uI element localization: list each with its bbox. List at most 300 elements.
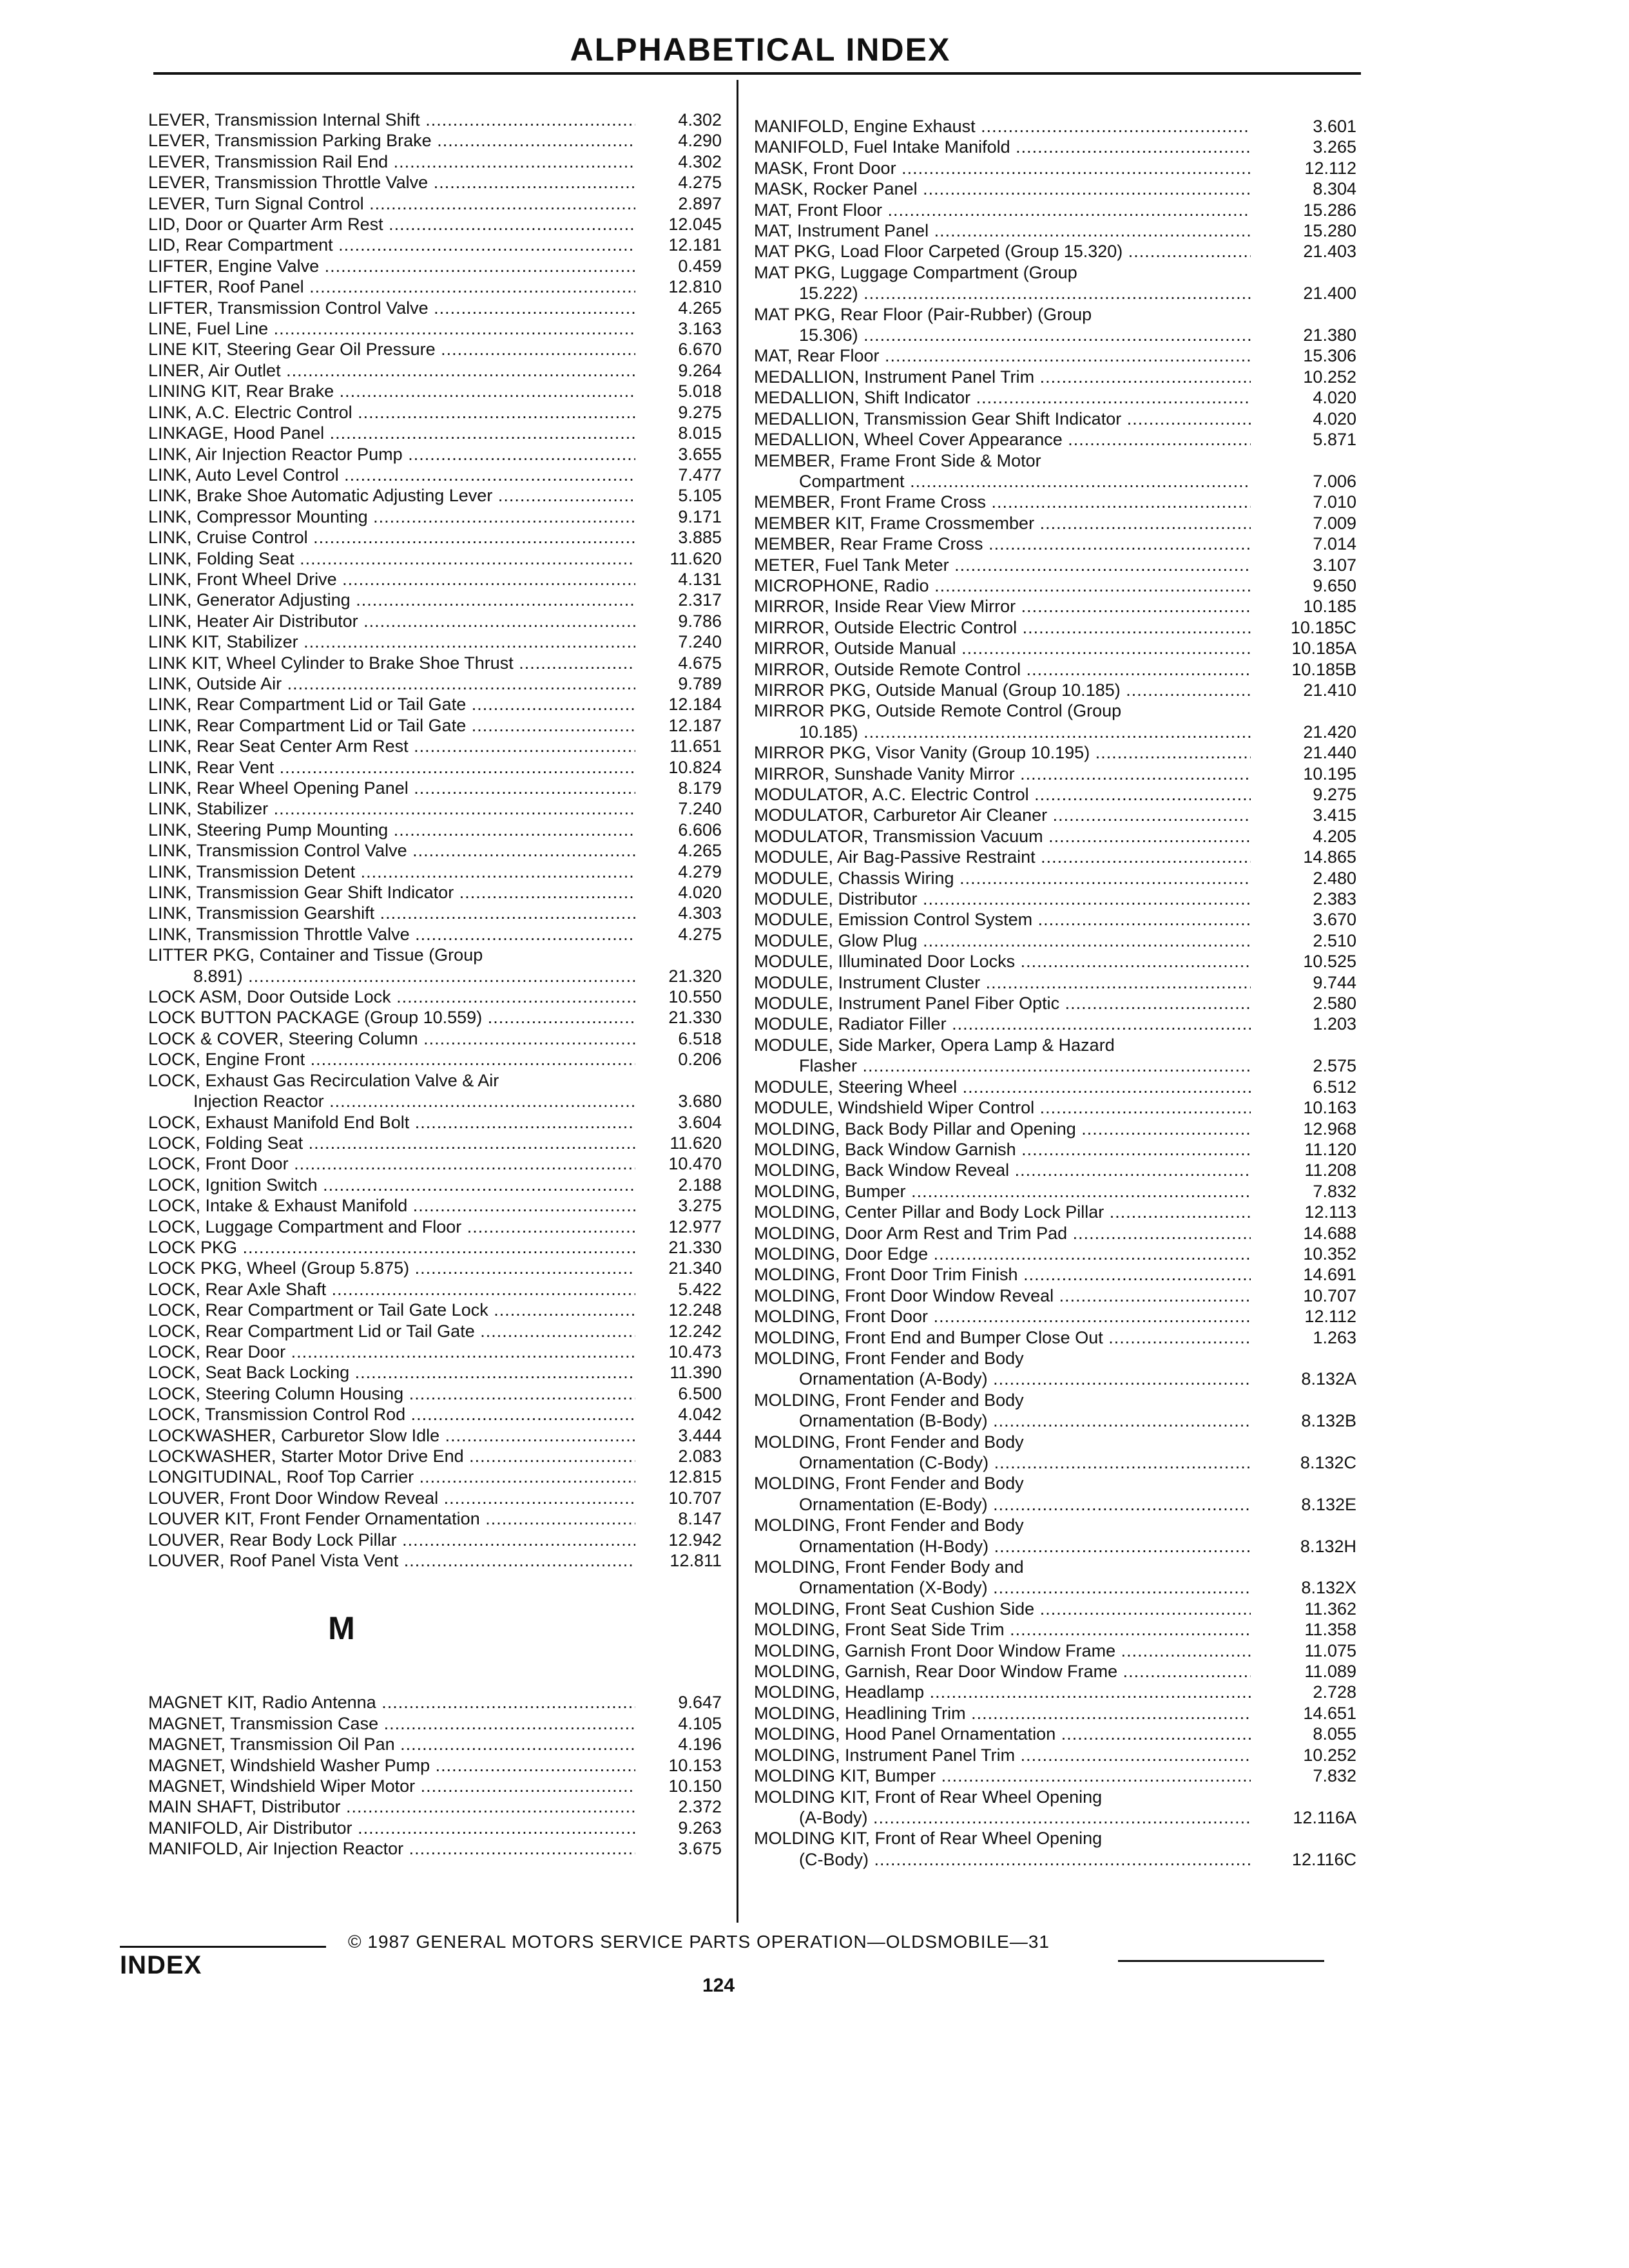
entry-ref: 15.280: [1303, 221, 1356, 241]
entry-name: MOLDING, Headlamp .....: [754, 1682, 1251, 1702]
index-entry: [148, 423, 722, 443]
entry-name: LINK, Transmission Detent .....: [148, 861, 635, 882]
index-entry: [754, 1640, 1356, 1661]
entry-name: MOLDING, Instrument Panel Trim .....: [754, 1745, 1251, 1765]
index-entry: [148, 945, 722, 986]
footer-rule-left: [120, 1946, 326, 1948]
entry-name: LINK, Heater Air Distributor .....: [148, 611, 635, 631]
entry-ref: 8.132C: [1300, 1453, 1356, 1472]
entry-ref: 12.184: [668, 695, 722, 715]
entry-name: LINK, Steering Pump Mounting .....: [148, 820, 635, 840]
entry-ref: 8.015: [678, 423, 722, 443]
entry-name: LINK, Compressor Mounting .....: [148, 506, 635, 527]
index-entry: [754, 178, 1356, 199]
entry-name: MEMBER KIT, Frame Crossmember .....: [754, 513, 1251, 533]
entry-ref: 2.897: [678, 193, 722, 213]
entry-name: MAIN SHAFT, Distributor .....: [148, 1796, 635, 1817]
index-entry: [754, 1828, 1356, 1870]
index-entry: [754, 951, 1356, 972]
entry-ref: 7.240: [678, 632, 722, 652]
entry-name: LINKAGE, Hood Panel .....: [148, 423, 635, 443]
index-entry: [754, 1557, 1356, 1599]
entry-ref: 4.020: [1313, 388, 1356, 408]
entry-name: MODULE, Instrument Cluster .....: [754, 972, 1251, 993]
entry-name: LOCK, Steering Column Housing .....: [148, 1383, 635, 1404]
entry-name: MEMBER, Frame Front Side & Motor: [754, 450, 1041, 470]
entry-name: LONGITUDINAL, Roof Top Carrier .....: [148, 1466, 635, 1487]
index-entry: [754, 450, 1356, 492]
entry-ref: 7.832: [1313, 1766, 1356, 1786]
entry-ref: 11.651: [670, 736, 722, 756]
entry-name: MAGNET KIT, Radio Antenna .....: [148, 1692, 635, 1713]
entry-ref: 10.824: [668, 757, 722, 777]
index-entry: [148, 1838, 722, 1859]
entry-ref: 21.320: [668, 966, 722, 986]
index-entry: [148, 1362, 722, 1383]
entry-name: MOLDING, Front Seat Cushion Side .....: [754, 1599, 1251, 1619]
index-entry: [754, 1244, 1356, 1264]
entry-name: MAGNET, Transmission Case .....: [148, 1713, 635, 1734]
index-entry: [148, 360, 722, 381]
index-entry: [148, 1258, 722, 1278]
index-entry: [148, 1300, 722, 1320]
entry-ref: 14.865: [1303, 847, 1356, 867]
index-entry: [148, 548, 722, 569]
index-entry: [148, 256, 722, 276]
entry-ref: 4.265: [678, 298, 722, 318]
index-entry: [148, 235, 722, 255]
index-entry: [148, 1195, 722, 1216]
entry-name: MOLDING, Front Fender and Body: [754, 1474, 1024, 1494]
entry-ref: 4.020: [1313, 408, 1356, 428]
entry-ref: 3.601: [1313, 117, 1356, 136]
entry-ref: 7.832: [1313, 1181, 1356, 1201]
entry-name: LINK, Rear Vent .....: [148, 757, 635, 778]
entry-name: MEMBER, Rear Frame Cross .....: [754, 533, 1251, 554]
index-entry: [754, 1097, 1356, 1118]
index-entry: [148, 840, 722, 861]
index-entry: [754, 387, 1356, 408]
entry-name: LEVER, Transmission Rail End .....: [148, 151, 635, 172]
index-entry: [754, 1515, 1356, 1557]
entry-ref: 1.263: [1313, 1327, 1356, 1347]
index-entry: [148, 276, 722, 297]
entry-ref: 11.089: [1304, 1662, 1356, 1682]
entry-name: LINK KIT, Stabilizer .....: [148, 631, 635, 652]
entry-name: MODULE, Side Marker, Opera Lamp & Hazard: [754, 1035, 1115, 1055]
entry-name: LOCK PKG .....: [148, 1237, 635, 1258]
index-entry: [148, 715, 722, 736]
entry-ref: 2.510: [1313, 930, 1356, 950]
index-entry: [754, 930, 1356, 951]
entry-name: LINK, Front Wheel Drive .....: [148, 569, 635, 590]
entry-name: LINK, Transmission Gear Shift Indicator .....: [148, 882, 635, 903]
index-entry: [754, 826, 1356, 847]
entry-name: LINK, Transmission Control Valve .....: [148, 840, 635, 861]
entry-name: MOLDING, Headlining Trim .....: [754, 1703, 1251, 1724]
entry-ref: 2.580: [1313, 994, 1356, 1014]
section-label: INDEX: [120, 1951, 202, 1979]
entry-ref: 21.400: [1303, 284, 1356, 303]
index-entry: [148, 1446, 722, 1466]
index-entry: [754, 1703, 1356, 1724]
index-entry: [754, 1661, 1356, 1682]
entry-name: MOLDING, Door Edge .....: [754, 1244, 1251, 1264]
entry-name: MOLDING, Back Window Garnish .....: [754, 1139, 1251, 1160]
entry-name: LEVER, Transmission Parking Brake .....: [148, 130, 635, 151]
index-entry: [148, 1279, 722, 1300]
index-entry: [754, 1473, 1356, 1515]
entry-ref: 21.340: [668, 1258, 722, 1278]
entry-name: LINK, Folding Seat .....: [148, 548, 635, 569]
entry-ref: 0.459: [678, 256, 722, 276]
index-entry: [148, 402, 722, 423]
entry-name-continued: (C-Body) .....: [754, 1849, 1251, 1870]
entry-name: MAT, Rear Floor .....: [754, 345, 1251, 366]
entry-name: LOCK, Transmission Control Rod .....: [148, 1404, 635, 1425]
index-entry: [754, 742, 1356, 763]
entry-ref: 21.330: [668, 1237, 722, 1257]
index-entry: [754, 1014, 1356, 1034]
index-entry: [148, 1153, 722, 1174]
index-entry: [148, 1550, 722, 1571]
entry-ref: 10.163: [1303, 1098, 1356, 1118]
entry-name: LOCK, Luggage Compartment and Floor .....: [148, 1216, 635, 1237]
entry-ref: 14.688: [1303, 1223, 1356, 1243]
index-entry: [148, 611, 722, 631]
index-entry: [754, 116, 1356, 137]
entry-name: MEDALLION, Instrument Panel Trim .....: [754, 367, 1251, 387]
entry-name: LOCK, Ignition Switch .....: [148, 1175, 635, 1195]
entry-name: MAGNET, Transmission Oil Pan .....: [148, 1734, 635, 1754]
index-entry: [148, 465, 722, 485]
entry-name: LEVER, Turn Signal Control .....: [148, 193, 635, 214]
entry-ref: 5.018: [678, 381, 722, 401]
index-entry: [754, 1077, 1356, 1097]
entry-name: MODULE, Chassis Wiring .....: [754, 868, 1251, 889]
index-entry: [754, 1035, 1356, 1077]
entry-ref: 8.132X: [1301, 1578, 1356, 1598]
entry-ref: 4.196: [678, 1735, 722, 1754]
entry-name: LOCK, Exhaust Gas Recirculation Valve & Air: [148, 1070, 499, 1090]
index-entry: [754, 1306, 1356, 1327]
index-entry: [148, 339, 722, 360]
entry-name: MODULE, Glow Plug .....: [754, 930, 1251, 951]
index-entry: [148, 444, 722, 465]
entry-name: MIRROR, Outside Electric Control .....: [754, 617, 1251, 638]
entry-ref: 4.042: [678, 1405, 722, 1425]
entry-name: MODULATOR, Transmission Vacuum .....: [754, 826, 1251, 847]
entry-name: LEVER, Transmission Internal Shift .....: [148, 110, 635, 130]
entry-ref: 9.171: [678, 506, 722, 526]
entry-ref: 3.675: [678, 1839, 722, 1859]
entry-name: MIRROR, Outside Remote Control .....: [754, 659, 1251, 680]
entry-name: MANIFOLD, Air Injection Reactor .....: [148, 1838, 635, 1859]
entry-name-continued: Ornamentation (B-Body) .....: [754, 1410, 1251, 1431]
entry-name: LIFTER, Engine Valve .....: [148, 256, 635, 276]
index-entry: [148, 1133, 722, 1153]
entry-name: MAGNET, Windshield Washer Pump .....: [148, 1755, 635, 1776]
index-entry: [148, 1488, 722, 1508]
entry-name: LINK, Outside Air .....: [148, 673, 635, 694]
entry-name: MODULE, Steering Wheel .....: [754, 1077, 1251, 1097]
entry-name-continued: 10.185) .....: [754, 722, 1251, 742]
entry-ref: 6.518: [678, 1028, 722, 1048]
entry-ref: 21.380: [1303, 325, 1356, 345]
entry-ref: 10.473: [668, 1341, 722, 1361]
entry-name: MOLDING, Garnish, Rear Door Window Frame .....: [754, 1661, 1251, 1682]
entry-ref: 3.415: [1313, 805, 1356, 825]
entry-name: LOUVER, Rear Body Lock Pillar .....: [148, 1530, 635, 1550]
page-number: 124: [702, 1975, 735, 1996]
entry-name-continued: 15.306) .....: [754, 325, 1251, 345]
entries-l-group: [148, 110, 722, 945]
entry-name: MOLDING, Front Door Window Reveal .....: [754, 1285, 1251, 1306]
index-entry: [148, 381, 722, 401]
entry-name: LINK, A.C. Electric Control .....: [148, 402, 635, 423]
entry-ref: 4.302: [678, 110, 722, 130]
index-entry: [754, 1765, 1356, 1786]
entry-name: MAGNET, Windshield Wiper Motor .....: [148, 1776, 635, 1796]
entry-name-continued: Ornamentation (X-Body) .....: [754, 1577, 1251, 1598]
entry-ref: 9.263: [678, 1818, 722, 1838]
index-entry: [754, 764, 1356, 784]
index-entry: [148, 506, 722, 527]
entry-ref: 10.153: [668, 1755, 722, 1775]
index-entry: [754, 868, 1356, 889]
index-entry: [754, 492, 1356, 512]
entry-name: LINK, Cruise Control .....: [148, 527, 635, 548]
index-entry: [148, 1776, 722, 1796]
copyright-notice: © 1987 GENERAL MOTORS SERVICE PARTS OPERATION—OLDSMOBILE—31: [348, 1932, 1050, 1952]
index-entry: [148, 1070, 722, 1112]
index-entry: [754, 1787, 1356, 1829]
entry-name: LINER, Air Outlet .....: [148, 360, 635, 381]
entry-name: LINK, Air Injection Reactor Pump .....: [148, 444, 635, 465]
entry-name: LIFTER, Transmission Control Valve .....: [148, 298, 635, 318]
index-entry: [754, 596, 1356, 617]
entry-ref: 10.470: [668, 1154, 722, 1174]
index-entry: [148, 318, 722, 339]
entry-ref: 8.132E: [1301, 1494, 1356, 1514]
entry-name: MIRROR PKG, Outside Manual (Group 10.185) .....: [754, 680, 1251, 700]
entry-ref: 9.275: [1313, 785, 1356, 804]
entry-ref: 7.009: [1313, 513, 1356, 533]
index-entry: [754, 1599, 1356, 1619]
index-entry: [754, 972, 1356, 993]
entry-ref: 21.410: [1303, 680, 1356, 700]
index-entry: [754, 345, 1356, 366]
entry-name: MOLDING KIT, Bumper .....: [754, 1765, 1251, 1786]
index-entry: [148, 1508, 722, 1529]
entry-name: LOCKWASHER, Starter Motor Drive End .....: [148, 1446, 635, 1466]
entry-name: MOLDING, Front Door Trim Finish .....: [754, 1264, 1251, 1285]
entry-ref: 15.306: [1303, 346, 1356, 366]
entry-ref: 8.055: [1313, 1724, 1356, 1744]
entry-ref: 2.383: [1313, 889, 1356, 909]
index-entry: [148, 1734, 722, 1754]
entry-ref: 8.304: [1313, 179, 1356, 199]
entry-name: MOLDING, Front Fender and Body: [754, 1390, 1024, 1410]
entry-ref: 10.252: [1303, 367, 1356, 387]
index-entry: [754, 555, 1356, 575]
entry-ref: 6.670: [678, 340, 722, 360]
entry-name: LITTER PKG, Container and Tissue (Group: [148, 945, 483, 965]
entry-name: LOCK ASM, Door Outside Lock .....: [148, 986, 635, 1007]
entry-name: MOLDING, Front Seat Side Trim .....: [754, 1619, 1251, 1640]
entry-ref: 9.789: [678, 673, 722, 693]
index-entry: [754, 847, 1356, 867]
entry-ref: 21.403: [1303, 242, 1356, 262]
index-entry: [148, 485, 722, 506]
entry-name: MANIFOLD, Fuel Intake Manifold .....: [754, 137, 1251, 157]
entry-ref: 12.187: [668, 715, 722, 735]
entry-ref: 11.208: [1304, 1160, 1356, 1180]
entry-ref: 21.330: [668, 1008, 722, 1028]
entry-ref: 4.290: [678, 131, 722, 151]
entry-ref: 11.075: [1304, 1640, 1356, 1660]
entry-ref: 4.275: [678, 924, 722, 944]
index-entry: [148, 1404, 722, 1425]
entry-name-continued: Injection Reactor .....: [148, 1091, 635, 1111]
index-entry: [754, 1619, 1356, 1640]
entry-ref: 12.242: [668, 1321, 722, 1341]
index-entry: [754, 533, 1356, 554]
index-entry: [754, 200, 1356, 220]
entry-ref: 4.302: [678, 151, 722, 171]
entry-name: LOCK, Exhaust Manifold End Bolt .....: [148, 1112, 635, 1133]
entry-name: MIRROR PKG, Outside Remote Control (Group: [754, 701, 1122, 721]
entry-ref: 21.420: [1303, 722, 1356, 742]
index-entry: [148, 757, 722, 778]
entry-ref: 5.871: [1313, 430, 1356, 450]
index-entry: [148, 1112, 722, 1133]
entry-ref: 10.150: [668, 1776, 722, 1796]
entry-name: MOLDING, Back Body Pillar and Opening .....: [754, 1119, 1251, 1139]
entry-name-continued: Ornamentation (C-Body) .....: [754, 1452, 1251, 1473]
entry-name-continued: Flasher .....: [754, 1055, 1251, 1076]
entry-ref: 7.014: [1313, 534, 1356, 554]
left-column: [148, 110, 722, 1860]
entries-lock-group-1: [148, 986, 722, 1070]
entry-ref: 4.303: [678, 903, 722, 923]
entry-ref: 4.020: [678, 883, 722, 903]
entry-ref: 10.185: [1303, 597, 1356, 617]
entry-ref: 10.525: [1303, 952, 1356, 972]
index-entry: [148, 1796, 722, 1817]
entry-name: LID, Rear Compartment .....: [148, 235, 635, 255]
index-entry: [754, 659, 1356, 680]
entry-ref: 7.240: [678, 799, 722, 819]
entry-name: MOLDING, Front End and Bumper Close Out .....: [754, 1327, 1251, 1348]
entry-name: LINE, Fuel Line .....: [148, 318, 635, 339]
entry-name: LINK, Generator Adjusting .....: [148, 590, 635, 610]
entry-name: MIRROR, Inside Rear View Mirror .....: [754, 596, 1251, 617]
entry-ref: 10.195: [1303, 764, 1356, 783]
entry-ref: 12.116C: [1291, 1849, 1356, 1869]
entry-ref: 3.163: [678, 319, 722, 339]
entry-name: LINK, Rear Wheel Opening Panel .....: [148, 778, 635, 798]
entry-name: MAT, Front Floor .....: [754, 200, 1251, 220]
entries-lock-group-2: [148, 1112, 722, 1571]
index-entry: [148, 882, 722, 903]
entry-ref: 4.275: [678, 173, 722, 193]
entry-name: LINK, Rear Seat Center Arm Rest .....: [148, 736, 635, 756]
index-entry: [754, 638, 1356, 658]
entry-name: MODULE, Instrument Panel Fiber Optic .....: [754, 993, 1251, 1014]
entry-name-continued: 8.891) .....: [148, 966, 635, 986]
entry-name: MEDALLION, Shift Indicator .....: [754, 387, 1251, 408]
index-entry: [754, 1202, 1356, 1222]
index-entry: [754, 220, 1356, 241]
index-entry: [754, 262, 1356, 304]
index-entry: [754, 429, 1356, 450]
index-entry: [754, 617, 1356, 638]
entry-ref: 11.358: [1304, 1620, 1356, 1640]
entry-ref: 9.264: [678, 360, 722, 380]
entry-name: LOCK, Folding Seat .....: [148, 1133, 635, 1153]
entry-name: MOLDING, Bumper .....: [754, 1181, 1251, 1202]
index-entry: [148, 1007, 722, 1028]
section-letter: M: [328, 1610, 355, 1647]
entry-name: LOUVER, Roof Panel Vista Vent .....: [148, 1550, 635, 1571]
entry-name: MASK, Rocker Panel .....: [754, 178, 1251, 199]
index-entry: [754, 137, 1356, 157]
entry-ref: 3.265: [1313, 137, 1356, 157]
index-entry: [148, 172, 722, 193]
entry-name: MASK, Front Door .....: [754, 158, 1251, 178]
entry-name: MOLDING, Back Window Reveal .....: [754, 1160, 1251, 1180]
entry-name: LOUVER KIT, Front Fender Ornamentation .....: [148, 1508, 635, 1529]
index-entry: [148, 1341, 722, 1362]
right-column: [754, 116, 1356, 1870]
entry-name: MEMBER, Front Frame Cross .....: [754, 492, 1251, 512]
entry-name: LOCK, Front Door .....: [148, 1153, 635, 1174]
entry-name-continued: 15.222) .....: [754, 283, 1251, 303]
entry-ref: 2.083: [678, 1446, 722, 1466]
entry-name: LOCK & COVER, Steering Column .....: [148, 1028, 635, 1049]
entry-ref: 3.670: [1313, 910, 1356, 930]
index-entry: [754, 1348, 1356, 1390]
entry-ref: 3.444: [678, 1425, 722, 1445]
entry-ref: 6.606: [678, 820, 722, 840]
index-entry: [148, 1818, 722, 1838]
entry-ref: 21.440: [1303, 743, 1356, 763]
index-entry: [754, 1724, 1356, 1744]
index-entry: [148, 861, 722, 882]
entry-ref: 4.205: [1313, 826, 1356, 846]
entry-name: MOLDING, Front Door .....: [754, 1306, 1251, 1327]
entry-name: MOLDING KIT, Front of Rear Wheel Opening: [754, 1829, 1103, 1849]
index-entry: [148, 1713, 722, 1734]
footer-rule-right: [1118, 1960, 1324, 1962]
index-entry: [754, 575, 1356, 596]
index-entry: [754, 784, 1356, 805]
entry-name: LINE KIT, Steering Gear Oil Pressure .....: [148, 339, 635, 360]
entry-ref: 3.107: [1313, 555, 1356, 575]
entry-ref: 6.500: [678, 1383, 722, 1403]
index-entry: [148, 1692, 722, 1713]
entry-ref: 2.317: [678, 590, 722, 610]
entry-name: LOCK, Rear Compartment or Tail Gate Lock .....: [148, 1300, 635, 1320]
index-entry: [148, 214, 722, 235]
index-entry: [754, 1160, 1356, 1180]
entry-ref: 10.707: [1303, 1285, 1356, 1305]
entry-ref: 2.188: [678, 1175, 722, 1195]
entry-ref: 12.977: [668, 1216, 722, 1236]
index-entry: [754, 408, 1356, 429]
entry-ref: 5.422: [678, 1279, 722, 1299]
